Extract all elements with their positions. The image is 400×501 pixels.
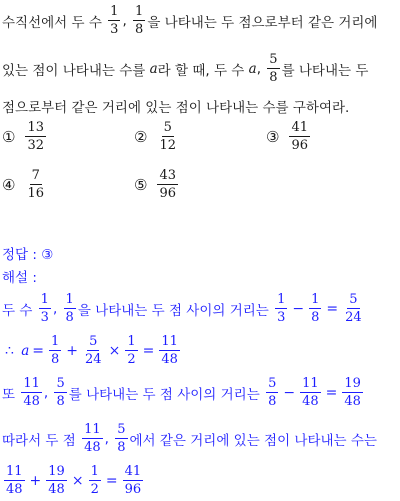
answer-label: 정답 : ③ <box>2 247 54 263</box>
question-text: 수직선에서 두 수 <box>2 14 102 31</box>
fraction: $\frac{11}{48}$ <box>23 376 40 409</box>
variable-a: a <box>149 60 158 77</box>
question-line-1: 수직선에서 두 수 $\frac{1}{3}$ , $\frac{1}{8}$ 을 나타내는 두 점으로부터 같은 거리에 <box>2 4 378 37</box>
fraction: $\frac{5}{8}$ <box>269 52 278 85</box>
question-line-3: 점으로부터 같은 거리에 있는 점이 나타내는 수를 구하여라. <box>2 100 350 116</box>
question-line-2: 있는 점이 나타내는 수를 a 라 할 때, 두 수 a , $\frac{5}{8}$ 를 나타내는 두 <box>2 52 369 85</box>
choice-2[interactable]: ② $\frac{5}{12}$ <box>134 120 176 153</box>
fraction: $\frac{43}{96}$ <box>159 168 176 201</box>
fraction: $\frac{1}{8}$ <box>135 4 144 37</box>
fraction: $\frac{1}{2}$ <box>127 334 136 367</box>
fraction: $\frac{5}{8}$ <box>56 376 65 409</box>
choice-5[interactable]: ⑤ $\frac{43}{96}$ <box>134 168 176 201</box>
fraction: $\frac{19}{48}$ <box>48 464 65 497</box>
fraction: $\frac{1}{8}$ <box>51 334 60 367</box>
fraction: $\frac{1}{3}$ <box>277 292 286 325</box>
explanation-line-2: ∴ a = $\frac{1}{8}$ + $\frac{5}{24}$ × $\frac{1}{2}$ = $\frac{11}{48}$ <box>5 334 178 367</box>
fraction: $\frac{5}{24}$ <box>85 334 102 367</box>
explanation-line-4: 따라서 두 점 $\frac{11}{48}$ , $\frac{5}{8}$ 에서 같은 거리에 있는 점이 나타내는 수는 <box>2 422 377 455</box>
question-text: 을 나타내는 두 점으로부터 같은 거리에 <box>147 14 378 31</box>
fraction: $\frac{5}{24}$ <box>345 292 362 325</box>
choice-1[interactable]: ① $\frac{13}{32}$ <box>2 120 44 153</box>
explanation-line-5: $\frac{11}{48}$ + $\frac{19}{48}$ × $\frac{1}{2}$ = $\frac{41}{96}$ <box>6 464 142 497</box>
choice-4[interactable]: ④ $\frac{7}{16}$ <box>2 168 44 201</box>
fraction: $\frac{11}{48}$ <box>161 334 178 367</box>
explanation-line-3: 또 $\frac{11}{48}$ , $\frac{5}{8}$ 를 나타내는 두 점 사이의 거리는 $\frac{5}{8}$ − $\frac{11}{48}$ = $\frac{19}{48}$ <box>2 376 361 409</box>
fraction: $\frac{11}{48}$ <box>6 464 23 497</box>
fraction: $\frac{1}{2}$ <box>90 464 99 497</box>
fraction: $\frac{11}{48}$ <box>302 376 319 409</box>
fraction: $\frac{1}{8}$ <box>65 292 74 325</box>
explanation-label: 해설 : <box>2 270 37 286</box>
fraction: $\frac{19}{48}$ <box>344 376 361 409</box>
fraction: $\frac{41}{96}$ <box>124 464 142 497</box>
fraction: $\frac{11}{48}$ <box>84 422 101 455</box>
explanation-line-1: 두 수 $\frac{1}{3}$ , $\frac{1}{8}$ 을 나타내는 두 점 사이의 거리는 $\frac{1}{3}$ − $\frac{1}{8}$ = $\frac{5}{24}$ <box>2 292 362 325</box>
fraction: $\frac{1}{8}$ <box>311 292 320 325</box>
variable-a: a <box>248 60 257 77</box>
fraction: $\frac{5}{8}$ <box>268 376 277 409</box>
fraction: $\frac{13}{32}$ <box>27 120 44 153</box>
fraction: $\frac{5}{12}$ <box>159 120 176 153</box>
fraction: $\frac{5}{8}$ <box>117 422 126 455</box>
fraction: $\frac{7}{16}$ <box>27 168 44 201</box>
fraction: $\frac{41}{96}$ <box>291 120 308 153</box>
fraction: $\frac{1}{3}$ <box>40 292 49 325</box>
choice-3[interactable]: ③ $\frac{41}{96}$ <box>266 120 308 153</box>
fraction: $\frac{1}{3}$ <box>110 4 119 37</box>
